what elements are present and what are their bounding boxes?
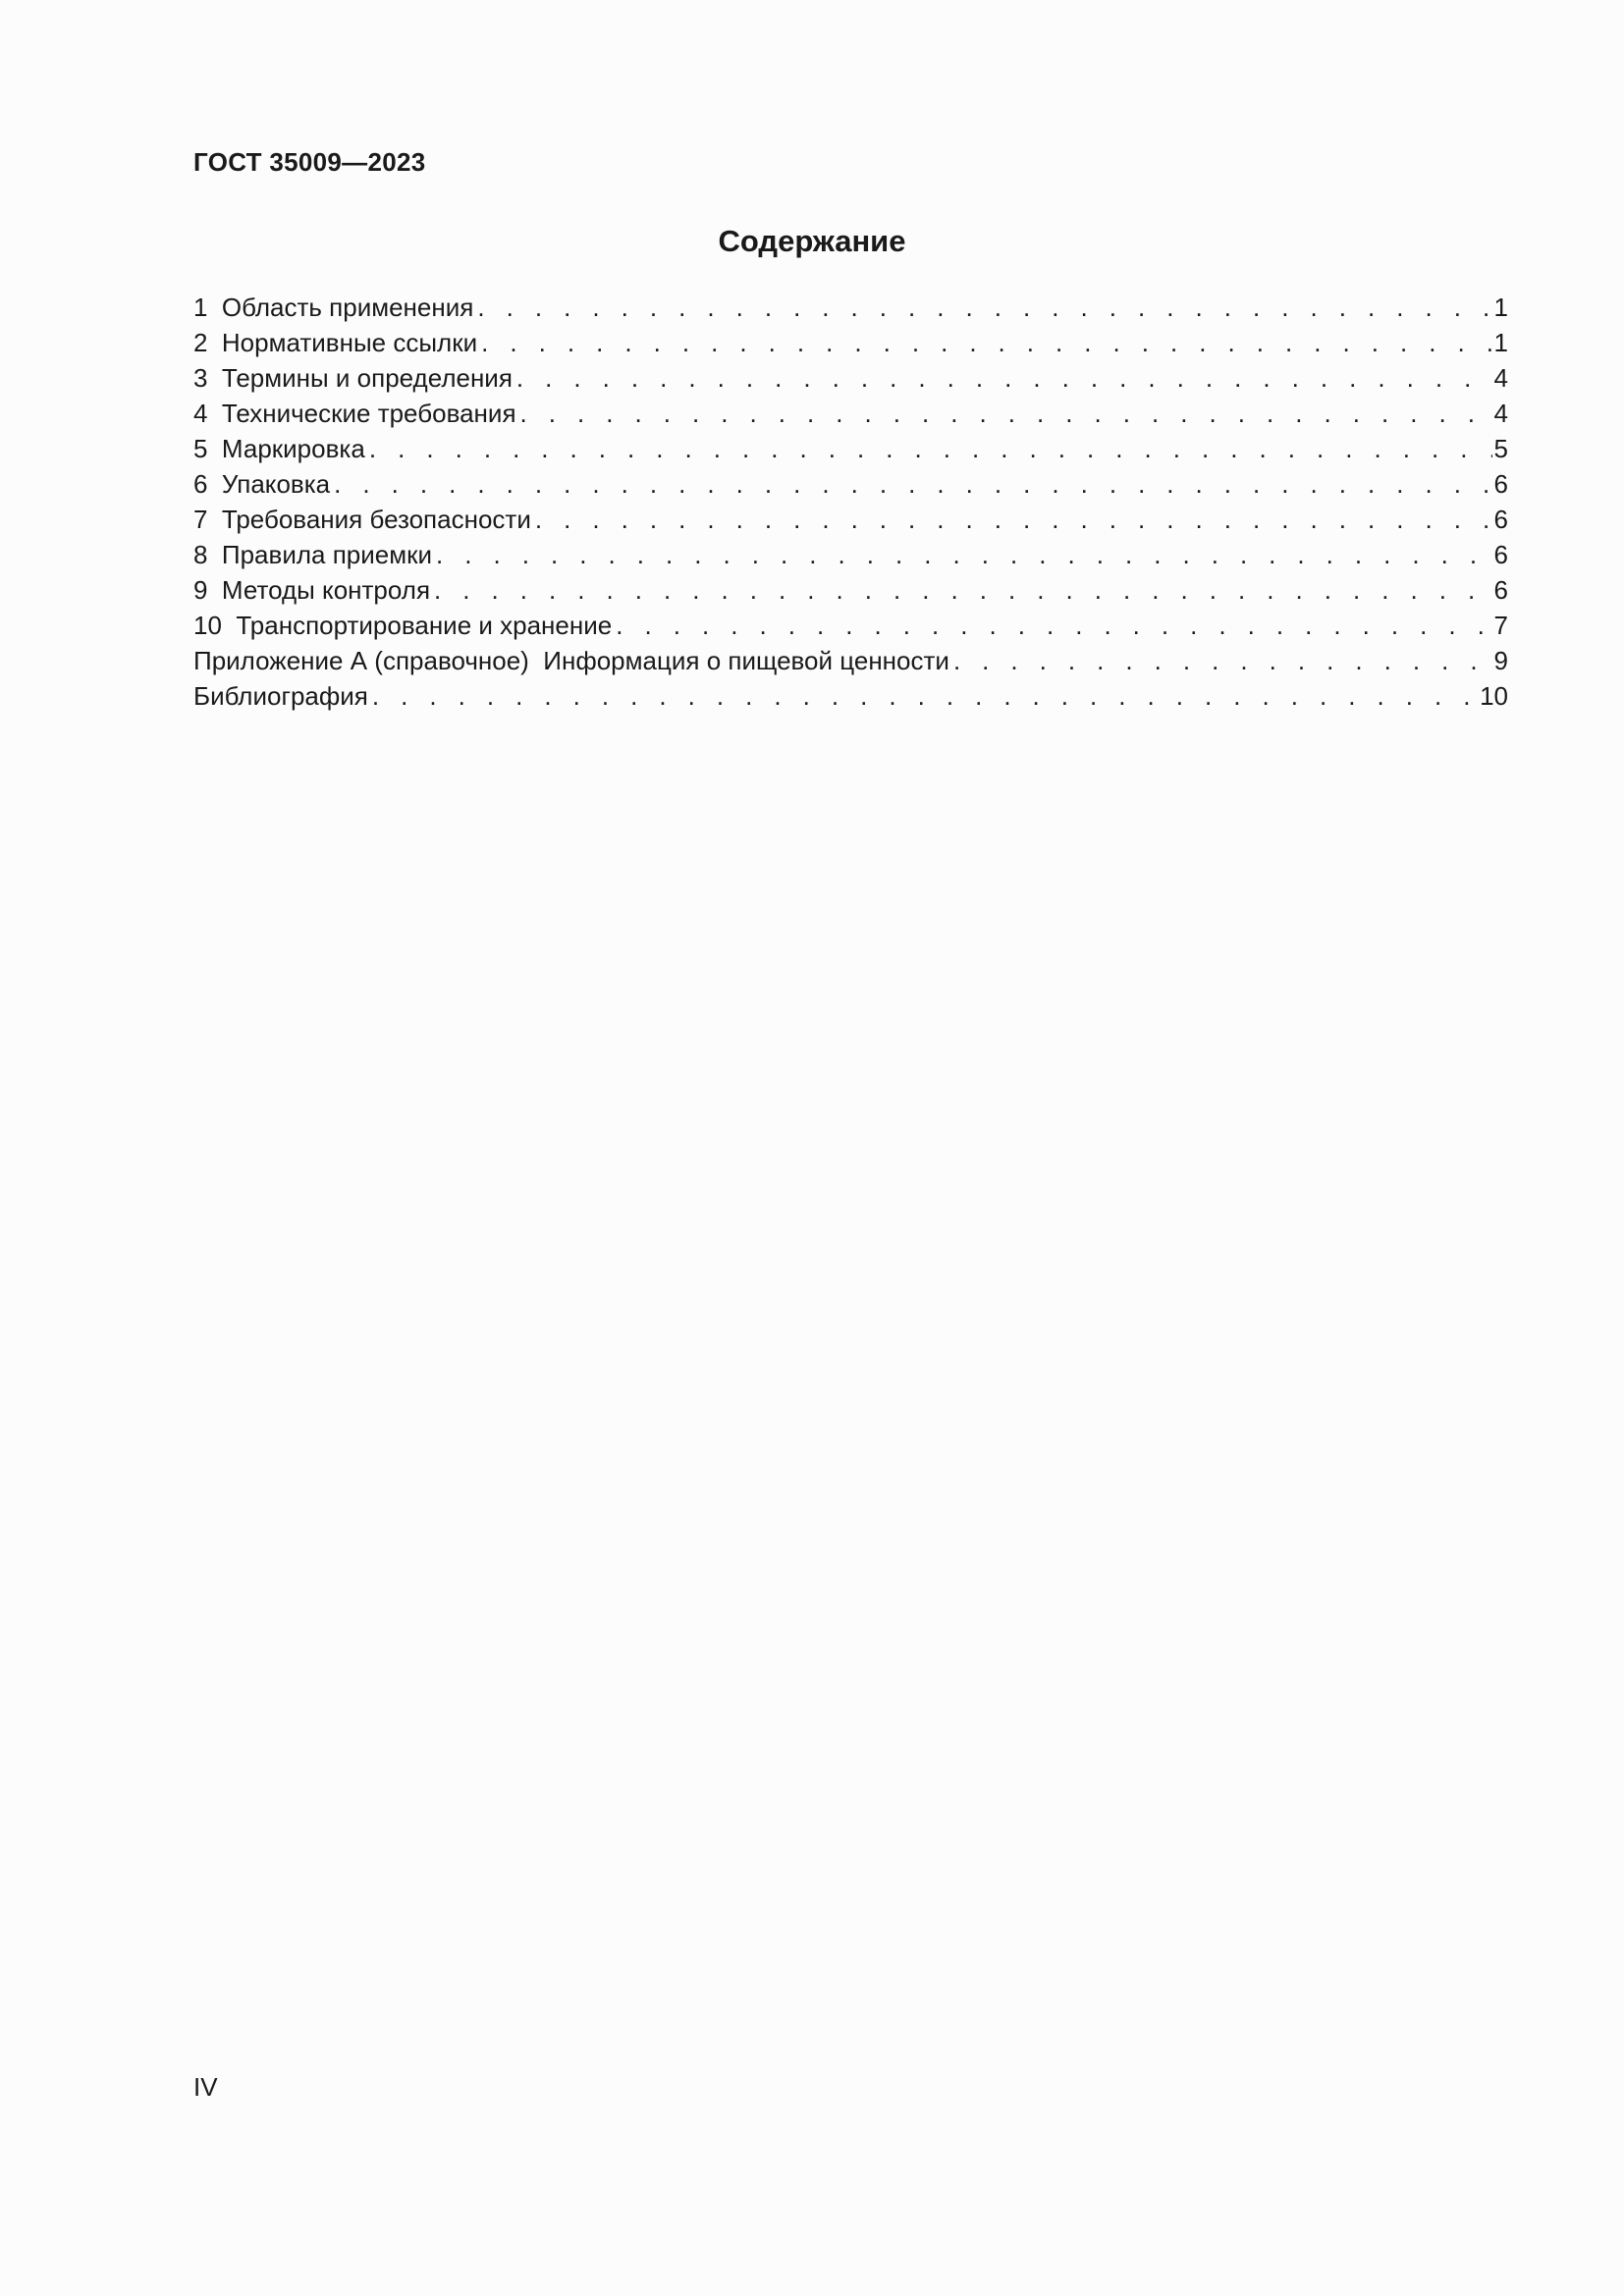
toc-dot-leader <box>516 360 1492 396</box>
toc-entry-page: 9 <box>1493 646 1508 675</box>
toc-entry-label: 10 Транспортирование и хранение <box>193 611 613 640</box>
toc-entry-label: 7 Требования безопасности <box>193 505 531 534</box>
toc-entry-page: 1 <box>1493 293 1508 322</box>
toc-entry-acceptance-rules[interactable] <box>193 537 1508 572</box>
toc-entry-label: 2 Нормативные ссылки <box>193 328 478 357</box>
toc-entry-appendix-a[interactable] <box>193 643 1508 678</box>
toc-entry-page: 6 <box>1493 540 1508 569</box>
toc-entry-label: 3 Термины и определения <box>193 363 513 393</box>
toc-title: Содержание <box>718 224 906 258</box>
toc-entry-terms-and-definitions[interactable] <box>193 360 1508 396</box>
toc-entry-label: 6 Упаковка <box>193 469 331 499</box>
toc-entry-label: Библиография <box>193 681 368 711</box>
toc-entry-page: 7 <box>1493 611 1508 640</box>
toc-entry-marking[interactable] <box>193 431 1508 466</box>
toc-dot-leader <box>953 643 1492 678</box>
toc-dot-leader <box>520 396 1492 431</box>
toc-dot-leader <box>436 537 1492 572</box>
toc-entry-label: Приложение А (справочное) Информация о пищевой ценности <box>193 646 949 675</box>
toc-entry-page: 4 <box>1493 363 1508 393</box>
toc-entry-safety-requirements[interactable] <box>193 502 1508 537</box>
toc-dot-leader <box>369 431 1492 466</box>
toc-entry-page: 5 <box>1493 434 1508 463</box>
toc-entry-page: 10 <box>1480 681 1508 711</box>
toc-entry-label: 9 Методы контроля <box>193 575 431 605</box>
toc-dot-leader <box>372 678 1478 714</box>
toc-dot-leader <box>481 325 1491 360</box>
page-number: IV <box>193 2072 218 2102</box>
table-of-contents <box>193 290 1508 714</box>
toc-entry-page: 6 <box>1493 505 1508 534</box>
toc-entry-test-methods[interactable] <box>193 572 1508 608</box>
toc-entry-label: 1 Область применения <box>193 293 474 322</box>
toc-entry-page: 4 <box>1493 399 1508 428</box>
toc-dot-leader <box>477 290 1491 325</box>
toc-dot-leader <box>535 502 1492 537</box>
toc-entry-label: 4 Технические требования <box>193 399 516 428</box>
toc-dot-leader <box>334 466 1491 502</box>
toc-entry-packaging[interactable] <box>193 466 1508 502</box>
toc-dot-leader <box>616 608 1491 643</box>
toc-dot-leader <box>434 572 1491 608</box>
toc-entry-label: 8 Правила приемки <box>193 540 433 569</box>
toc-entry-scope[interactable] <box>193 290 1508 325</box>
toc-entry-technical-requirements[interactable] <box>193 396 1508 431</box>
toc-entry-normative-references[interactable] <box>193 325 1508 360</box>
toc-entry-bibliography[interactable] <box>193 678 1508 714</box>
document-designation: ГОСТ 35009—2023 <box>193 147 426 177</box>
toc-entry-label: 5 Маркировка <box>193 434 365 463</box>
toc-entry-transport-and-storage[interactable] <box>193 608 1508 643</box>
toc-entry-page: 1 <box>1493 328 1508 357</box>
toc-entry-page: 6 <box>1493 469 1508 499</box>
toc-entry-page: 6 <box>1493 575 1508 605</box>
